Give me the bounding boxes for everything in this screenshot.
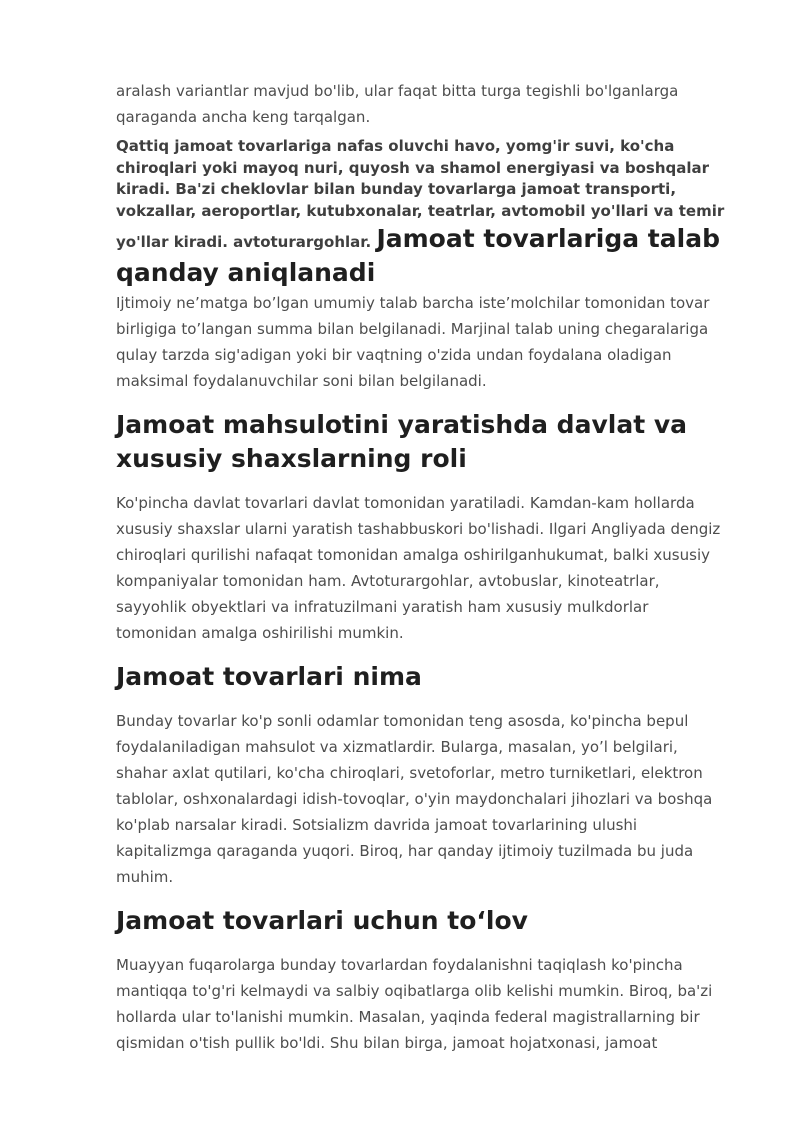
paragraph-what-are-public-goods: Bunday tovarlar ko'p sonli odamlar tomonidan teng asosda, ko'pincha bepul foydalaniladigan mahsulot va xizmatlardir. Bularga, masalan, yo’l belgilari, shahar axlat qutilari, ko'cha chiroqlari, svetoforlar, metro turniketlari, elektron tablolar, oshxonalardagi idish-tovoqlar, o'yin maydonchalari jihozlari va boshqa ko'plab narsalar kiradi. Sotsializm davrida jamoat tovarlarining ulushi kapitalizmga qaraganda yuqori. Biroq, har qanday ijtimoiy tuzilmada bu juda muhim. xyxy=(116,712,713,886)
bold-block xyxy=(116,136,726,290)
article xyxy=(116,78,726,1068)
paragraph-role: Ko'pincha davlat tovarlari davlat tomonidan yaratiladi. Kamdan-kam hollarda xususiy shaxslar ularni yaratish tashabbuskori bo'lishadi. Ilgari Angliyada dengiz chiroqlari qurilishi nafaqat tomonidan amalga oshirilganhukumat, balki xususiy kompaniyalar tomonidan ham. Avtoturargohlar, avtobuslar, kinoteatrlar, sayyohlik obyektlari va infratuzilmani yaratish ham xususiy mulkdorlar tomonidan amalga oshirilishi mumkin. xyxy=(116,494,721,642)
heading-role: Jamoat mahsulotini yaratishda davlat va xususiy shaxslarning roli xyxy=(116,410,688,473)
intro-paragraph: aralash variantlar mavjud bo'lib, ular faqat bitta turga tegishli bo'lganlarga qaraganda ancha keng tarqalgan. xyxy=(116,82,679,126)
heading-payment: Jamoat tovarlari uchun to‘lov xyxy=(116,906,528,935)
heading-what-are-public-goods: Jamoat tovarlari nima xyxy=(116,662,422,691)
paragraph-demand: Ijtimoiy ne’matga bo’lgan umumiy talab barcha iste’molchilar tomonidan tovar birligiga to’langan summa bilan belgilanadi. Marjinal talab uning chegaralariga qulay tarzda sig'adigan yoki bir vaqtning o'zida undan foydalana oladigan maksimal foydalanuvchilar soni bilan belgilanadi. xyxy=(116,294,710,390)
heading-demand: Jamoat tovarlariga talab qanday aniqlanadi xyxy=(116,224,720,287)
bold-block-text: Qattiq jamoat tovarlariga nafas oluvchi havo, yomg'ir suvi, ko'cha chiroqlari yoki mayoq nuri, quyosh va shamol energiyasi va boshqalar kiradi. Ba'zi cheklovlar bilan bunday tovarlarga jamoat transporti, vokzallar, aeroportlar, kutubxonalar, teatrlar, avtomobil yo'llari va temir yo'llar kiradi. avtoturargohlar. xyxy=(116,137,725,251)
paragraph-payment: Muayyan fuqarolarga bunday tovarlardan foydalanishni taqiqlash ko'pincha mantiqqa to'g'ri kelmaydi va salbiy oqibatlarga olib kelishi mumkin. Biroq, ba'zi hollarda ular to'lanishi mumkin. Masalan, yaqinda federal magistrallarning bir qismidan o'tish pullik bo'ldi. Shu bilan birga, jamoat hojatxonasi, jamoat xyxy=(116,956,713,1052)
